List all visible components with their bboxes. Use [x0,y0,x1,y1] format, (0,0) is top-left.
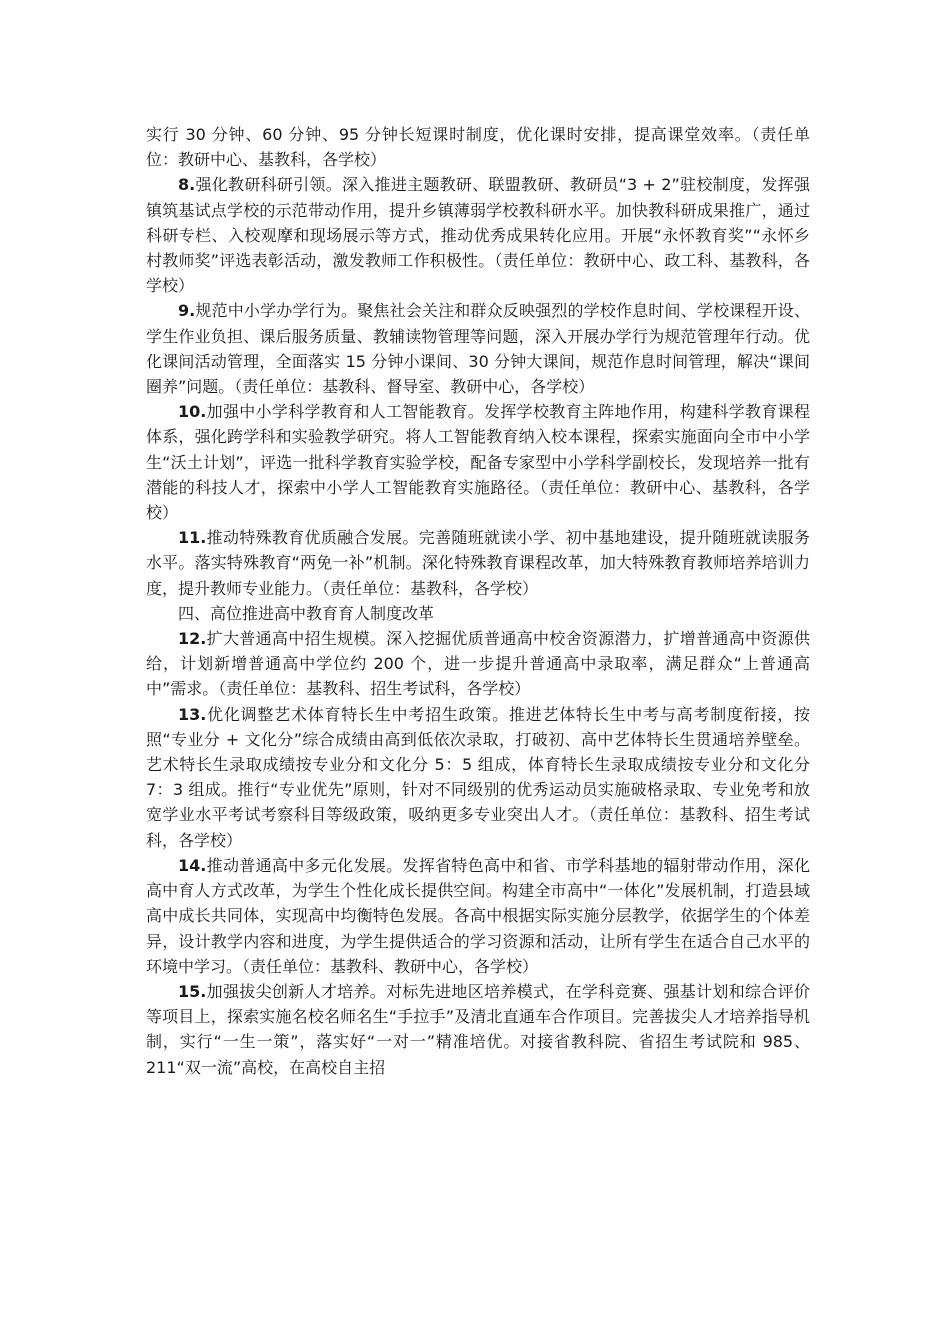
document-body [146,122,810,1080]
paragraph-1 [146,122,810,172]
paragraph-2 [146,172,810,298]
item-number: 12. [178,629,207,649]
paragraph-text: 四、高位推进高中教育育人制度改革 [178,603,435,623]
paragraph-text: 优化调整艺术体育特长生中考招生政策。推进艺体特长生中考与高考制度衔接，按照“专业分 + 文化分”综合成绩由高到低依次录取，打破初、高中艺体特长生贯通培养壁垒。艺术特长生录取成绩按专业分和文化分 5：5 组成，体育特长生录取成绩按专业分和文化分 7：3 组成。推行“专业优先”原则，针对不同级别的优秀运动员实施破格录取、专业免考和放宽学业水平考试考察科目等级政策，吸纳更多专业突出人才。（责任单位：基教科、招生考试科，各学校） [146,704,810,850]
section-heading [146,601,810,626]
paragraph-text: 加强拔尖创新人才培养。对标先进地区培养模式，在学科竞赛、强基计划和综合评价等项目上，探索实施名校名师名生“手拉手”及清北直通车合作项目。完善拔尖人才培养指导机制，实行“一生一策”，落实好“一对一”精准培优。对接省教科院、省招生考试院和 985、211“双一流”高校，在高校自主招 [146,981,810,1077]
paragraph-text: 规范中小学办学行为。聚焦社会关注和群众反映强烈的学校作息时间、学校课程开设、学生作业负担、课后服务质量、教辅读物管理等问题，深入开展办学行为规范管理年行动。优化课间活动管理，全面落实 15 分钟小课间、30 分钟大课间，规范作息时间管理，解决“课间圈养”问题。（责任单位：基教科、督导室、教研中心，各学校） [146,301,810,397]
paragraph-text: 实行 30 分钟、60 分钟、95 分钟长短课时制度，优化课时安排，提高课堂效率。（责任单位：教研中心、基教科，各学校） [146,125,810,170]
item-number: 15. [178,981,207,1001]
paragraph-text: 加强中小学科学教育和人工智能教育。发挥学校教育主阵地作用，构建科学教育课程体系，强化跨学科和实验教学研究。将人工智能教育纳入校本课程，探索实施面向全市中小学生“沃土计划”，评选一批科学教育实验学校，配备专家型中小学科学副校长，发现培养一批有潜能的科技人才，探索中小学人工智能教育实施路径。（责任单位：教研中心、基教科，各学校） [146,402,810,523]
item-number: 8. [178,175,196,195]
paragraph-3 [146,298,810,399]
paragraph-text: 推动特殊教育优质融合发展。完善随班就读小学、初中基地建设，提升随班就读服务水平。落实特殊教育“两免一补”机制。深化特殊教育课程改革，加大特殊教育教师培养培训力度，提升教师专业能力。（责任单位：基教科，各学校） [146,528,810,598]
paragraph-text: 强化教研科研引领。深入推进主题教研、联盟教研、教研员“3 + 2”驻校制度，发挥强镇筑基试点学校的示范带动作用，提升乡镇薄弱学校教科研水平。加快教科研成果推广，通过科研专栏、入校观摩和现场展示等方式，推动优秀成果转化应用。开展“永怀教育奖”“永怀乡村教师奖”评选表彰活动，激发教师工作积极性。（责任单位：教研中心、政工科、基教科，各学校） [146,175,810,296]
item-number: 13. [178,704,207,724]
item-number: 11. [178,528,207,548]
paragraph-10 [146,979,810,1080]
paragraph-9 [146,853,810,979]
item-number: 9. [178,301,196,321]
item-number: 14. [178,855,207,875]
paragraph-text: 扩大普通高中招生规模。深入挖掘优质普通高中校舍资源潜力，扩增普通高中资源供给，计划新增普通高中学位约 200 个，进一步提升普通高中录取率，满足群众“上普通高中”需求。（责任单位：基教科、招生考试科，各学校） [146,629,810,699]
paragraph-5 [146,525,810,601]
paragraph-7 [146,626,810,702]
paragraph-8 [146,702,810,853]
item-number: 10. [178,402,207,422]
paragraph-text: 推动普通高中多元化发展。发挥省特色高中和省、市学科基地的辐射带动作用，深化高中育人方式改革，为学生个性化成长提供空间。构建全市高中“一体化”发展机制，打造县域高中成长共同体，实现高中均衡特色发展。各高中根据实际实施分层教学，依据学生的个体差异，设计教学内容和进度，为学生提供适合的学习资源和活动，让所有学生在适合自己水平的环境中学习。（责任单位：基教科、教研中心，各学校） [146,855,810,976]
paragraph-4 [146,399,810,525]
